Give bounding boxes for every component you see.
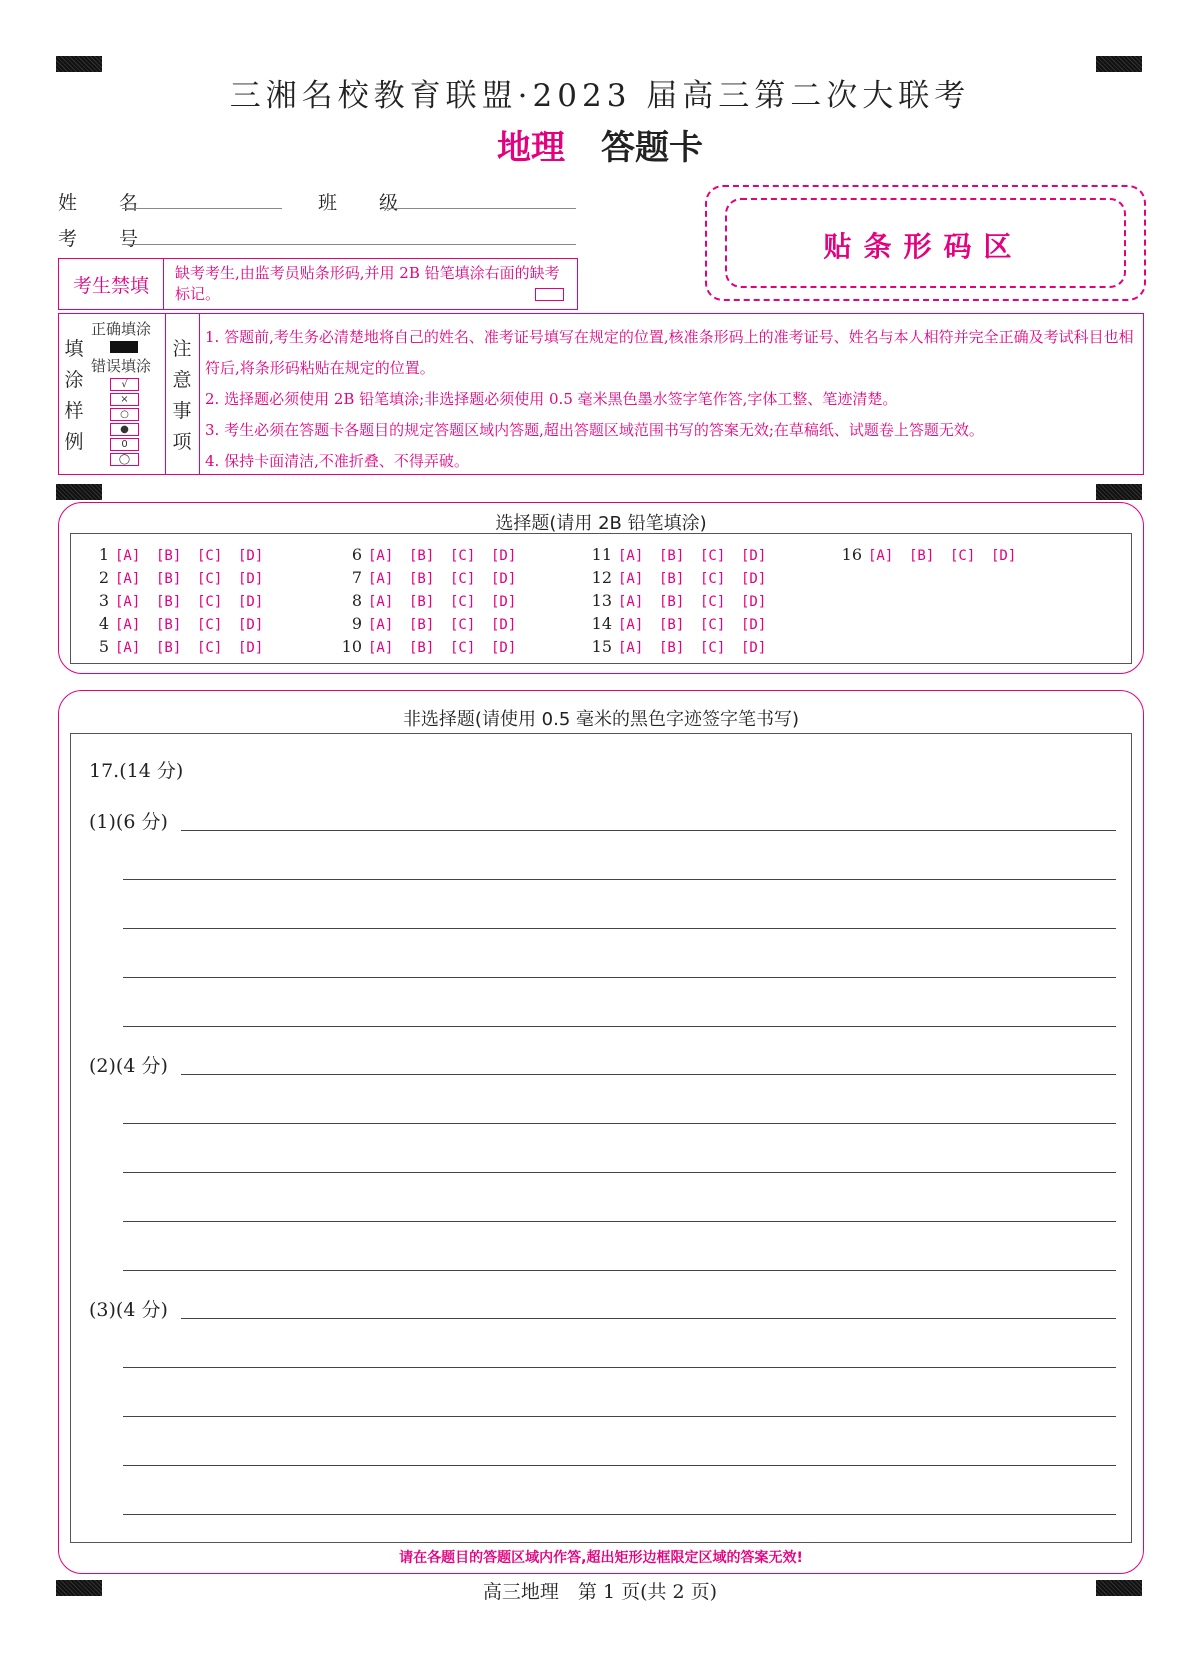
answer-line[interactable] <box>123 1026 1116 1027</box>
mc-option-c-bubble[interactable]: [C] <box>950 548 976 564</box>
answer-line[interactable] <box>123 1416 1116 1417</box>
mc-option-b-bubble[interactable]: [B] <box>409 548 435 564</box>
mc-option-d-bubble[interactable]: [D] <box>491 571 517 587</box>
mc-option-a-bubble[interactable]: [A] <box>618 640 644 656</box>
mc-question-number: 10 <box>341 637 362 656</box>
mc-question-number: 13 <box>591 591 612 610</box>
mc-question-number: 5 <box>98 637 109 656</box>
page-footer: 高三地理 第 1 页(共 2 页) <box>482 1581 718 1603</box>
mc-option-d-bubble[interactable]: [D] <box>741 571 767 587</box>
mc-option-a-bubble[interactable]: [A] <box>115 594 141 610</box>
mc-option-d-bubble[interactable]: [D] <box>741 640 767 656</box>
registration-mark-mid-left <box>56 484 102 500</box>
vertical-char: 事 <box>172 400 192 422</box>
answer-line[interactable] <box>123 879 1116 880</box>
mc-option-a-bubble[interactable]: [A] <box>368 594 394 610</box>
mc-option-b-bubble[interactable]: [B] <box>156 571 182 587</box>
notice-box <box>58 313 1144 475</box>
vertical-char: 例 <box>64 431 84 453</box>
mc-option-a-bubble[interactable]: [A] <box>115 571 141 587</box>
mc-option-a-bubble[interactable]: [A] <box>618 617 644 633</box>
barcode-area-label: 贴条形码区 <box>823 230 1024 263</box>
mc-question-4 <box>83 614 279 634</box>
answer-line[interactable] <box>123 928 1116 929</box>
absent-box <box>58 258 578 310</box>
absent-label: 考生禁填 <box>59 259 164 309</box>
answer-area[interactable] <box>70 733 1132 1543</box>
mc-question-8 <box>336 591 532 611</box>
mc-option-c-bubble[interactable]: [C] <box>450 571 476 587</box>
mc-question-11 <box>586 545 782 565</box>
mc-option-d-bubble[interactable]: [D] <box>491 640 517 656</box>
mc-option-b-bubble[interactable]: [B] <box>909 548 935 564</box>
mc-question-number: 11 <box>591 545 612 564</box>
mc-option-a-bubble[interactable]: [A] <box>368 617 394 633</box>
absent-mark-box[interactable] <box>535 288 564 301</box>
subject-name: 地理 <box>497 128 565 168</box>
answer-line[interactable] <box>181 1074 1116 1075</box>
mc-option-c-bubble[interactable]: [C] <box>700 594 726 610</box>
vertical-char: 注 <box>172 338 192 360</box>
mc-option-a-bubble[interactable]: [A] <box>368 548 394 564</box>
mc-option-b-bubble[interactable]: [B] <box>659 594 685 610</box>
wrong-fill-check-icon: √ <box>110 378 139 391</box>
mc-question-number: 4 <box>98 614 109 633</box>
mc-option-d-bubble[interactable]: [D] <box>741 594 767 610</box>
answer-area-warning: 请在各题目的答题区域内作答,超出矩形边框限定区域的答案无效! <box>399 1550 803 1566</box>
mc-option-d-bubble[interactable]: [D] <box>238 548 264 564</box>
mc-option-d-bubble[interactable]: [D] <box>491 548 517 564</box>
wrong-fill-zero-icon: 0 <box>110 438 139 451</box>
question-17-heading: 17.(14 分) <box>89 760 184 782</box>
mc-option-b-bubble[interactable]: [B] <box>409 617 435 633</box>
mc-question-number: 3 <box>98 591 109 610</box>
vertical-char: 样 <box>64 400 84 422</box>
registration-mark-mid-right <box>1096 484 1142 500</box>
part-2-label: (2)(4 分) <box>89 1055 168 1077</box>
mc-option-b-bubble[interactable]: [B] <box>409 594 435 610</box>
mc-question-14 <box>586 614 782 634</box>
answer-line[interactable] <box>123 1514 1116 1515</box>
wrong-fill-cross-icon: × <box>110 393 139 406</box>
free-response-section <box>58 690 1144 1574</box>
name-field[interactable] <box>122 208 282 209</box>
mc-option-d-bubble[interactable]: [D] <box>991 548 1017 564</box>
mc-question-number: 16 <box>841 545 862 564</box>
mc-question-number: 1 <box>98 545 109 564</box>
mc-option-b-bubble[interactable]: [B] <box>409 640 435 656</box>
mc-option-d-bubble[interactable]: [D] <box>491 617 517 633</box>
mc-question-13 <box>586 591 782 611</box>
mc-option-d-bubble[interactable]: [D] <box>741 617 767 633</box>
mc-option-b-bubble[interactable]: [B] <box>156 548 182 564</box>
wrong-fill-circle-icon: ○ <box>110 408 139 421</box>
exam-title: 三湘名校教育联盟·2023 届高三第二次大联考 <box>229 78 971 114</box>
card-name: 答题卡 <box>601 128 703 168</box>
multiple-choice-title: 选择题(请用 2B 铅笔填涂) <box>495 513 707 534</box>
answer-line[interactable] <box>181 830 1116 831</box>
notice-vertical-label <box>171 334 193 458</box>
mc-option-c-bubble[interactable]: [C] <box>450 640 476 656</box>
correct-fill-label: 正确填涂 <box>91 320 152 338</box>
mc-option-b-bubble[interactable]: [B] <box>156 594 182 610</box>
exam-no-field[interactable] <box>122 244 576 245</box>
mc-option-d-bubble[interactable]: [D] <box>238 640 264 656</box>
mc-option-c-bubble[interactable]: [C] <box>700 640 726 656</box>
vertical-char: 意 <box>172 369 192 391</box>
wrong-fill-oval-icon: ◯ <box>110 453 139 466</box>
class-label: 班 级 <box>318 192 417 214</box>
mc-question-7 <box>336 568 532 588</box>
mc-option-c-bubble[interactable]: [C] <box>450 548 476 564</box>
wrong-fill-dot-icon: ● <box>110 423 139 436</box>
mc-question-9 <box>336 614 532 634</box>
mc-option-d-bubble[interactable]: [D] <box>238 617 264 633</box>
mc-question-10 <box>336 637 532 657</box>
vertical-char: 项 <box>172 431 192 453</box>
mc-option-a-bubble[interactable]: [A] <box>115 548 141 564</box>
vertical-char: 涂 <box>64 369 84 391</box>
mc-option-b-bubble[interactable]: [B] <box>659 640 685 656</box>
mc-question-3 <box>83 591 279 611</box>
notice-rule: 3. 考生必须在答题卡各题目的规定答题区域内答题,超出答题区域范围书写的答案无效;在草稿纸、试题卷上答题无效。 <box>205 421 984 439</box>
mc-option-c-bubble[interactable]: [C] <box>197 594 223 610</box>
mc-question-number: 7 <box>351 568 362 587</box>
mc-option-d-bubble[interactable]: [D] <box>238 571 264 587</box>
mc-option-a-bubble[interactable]: [A] <box>618 594 644 610</box>
absent-instruction: 缺考考生,由监考员贴条形码,并用 2B 铅笔填涂右面的缺考标记。 <box>175 264 560 303</box>
exam-no-label: 考 号 <box>58 228 157 250</box>
notice-rule: 2. 选择题必须使用 2B 铅笔填涂;非选择题必须使用 0.5 毫米黑色墨水签字笔作答,字体工整、笔迹清楚。 <box>205 390 898 408</box>
correct-fill-sample <box>110 341 138 353</box>
mc-option-c-bubble[interactable]: [C] <box>450 617 476 633</box>
mc-option-b-bubble[interactable]: [B] <box>409 571 435 587</box>
mc-question-12 <box>586 568 782 588</box>
mc-option-a-bubble[interactable]: [A] <box>618 571 644 587</box>
part-1-label: (1)(6 分) <box>89 811 168 833</box>
mc-question-number: 8 <box>351 591 362 610</box>
mc-option-c-bubble[interactable]: [C] <box>700 617 726 633</box>
mc-option-c-bubble[interactable]: [C] <box>700 548 726 564</box>
notice-label-column <box>165 314 200 474</box>
mc-option-d-bubble[interactable]: [D] <box>238 594 264 610</box>
mc-option-a-bubble[interactable]: [A] <box>368 571 394 587</box>
mc-question-2 <box>83 568 279 588</box>
mc-option-b-bubble[interactable]: [B] <box>659 571 685 587</box>
answer-line[interactable] <box>123 1465 1116 1466</box>
notice-rule: 4. 保持卡面清洁,不准折叠、不得弄破。 <box>205 452 469 470</box>
mc-question-number: 14 <box>591 614 612 633</box>
mc-question-number: 6 <box>351 545 362 564</box>
notice-rules <box>205 322 1135 477</box>
fill-example-column <box>59 314 166 474</box>
mc-option-c-bubble[interactable]: [C] <box>700 571 726 587</box>
answer-line[interactable] <box>123 1270 1116 1271</box>
name-label: 姓 名 <box>58 192 157 214</box>
notice-rule: 1. 答题前,考生务必清楚地将自己的姓名、准考证号填写在规定的位置,核准条形码上的准考证号、姓名与本人相符并完全正确及考试科目也相符后,将条形码粘贴在规定的位置。 <box>205 328 1134 377</box>
mc-option-b-bubble[interactable]: [B] <box>156 640 182 656</box>
answer-line[interactable] <box>123 1123 1116 1124</box>
mc-option-c-bubble[interactable]: [C] <box>197 640 223 656</box>
mc-question-5 <box>83 637 279 657</box>
multiple-choice-section <box>58 502 1144 674</box>
answer-line[interactable] <box>181 1318 1116 1319</box>
mc-option-b-bubble[interactable]: [B] <box>659 548 685 564</box>
mc-question-1 <box>83 545 279 565</box>
mc-option-c-bubble[interactable]: [C] <box>197 548 223 564</box>
class-field[interactable] <box>382 208 576 209</box>
free-response-title: 非选择题(请使用 0.5 毫米的黑色字迹签字笔书写) <box>402 709 800 730</box>
multiple-choice-grid <box>70 533 1132 664</box>
wrong-fill-label: 错误填涂 <box>91 357 152 375</box>
mc-question-16 <box>836 545 1032 565</box>
answer-line[interactable] <box>123 1367 1116 1368</box>
mc-option-a-bubble[interactable]: [A] <box>868 548 894 564</box>
mc-question-number: 12 <box>591 568 612 587</box>
mc-option-c-bubble[interactable]: [C] <box>450 594 476 610</box>
mc-option-a-bubble[interactable]: [A] <box>368 640 394 656</box>
mc-option-c-bubble[interactable]: [C] <box>197 617 223 633</box>
card-title <box>0 120 1200 169</box>
mc-option-d-bubble[interactable]: [D] <box>491 594 517 610</box>
fill-example-vertical-label <box>63 334 85 458</box>
mc-question-15 <box>586 637 782 657</box>
mc-question-number: 15 <box>591 637 612 656</box>
mc-option-a-bubble[interactable]: [A] <box>115 640 141 656</box>
mc-option-d-bubble[interactable]: [D] <box>741 548 767 564</box>
mc-option-b-bubble[interactable]: [B] <box>156 617 182 633</box>
mc-option-c-bubble[interactable]: [C] <box>197 571 223 587</box>
vertical-char: 填 <box>64 338 84 360</box>
mc-option-a-bubble[interactable]: [A] <box>618 548 644 564</box>
mc-option-b-bubble[interactable]: [B] <box>659 617 685 633</box>
mc-question-number: 9 <box>351 614 362 633</box>
part-3-label: (3)(4 分) <box>89 1299 168 1321</box>
answer-line[interactable] <box>123 1221 1116 1222</box>
answer-line[interactable] <box>123 977 1116 978</box>
mc-question-6 <box>336 545 532 565</box>
answer-line[interactable] <box>123 1172 1116 1173</box>
mc-question-number: 2 <box>98 568 109 587</box>
mc-option-a-bubble[interactable]: [A] <box>115 617 141 633</box>
